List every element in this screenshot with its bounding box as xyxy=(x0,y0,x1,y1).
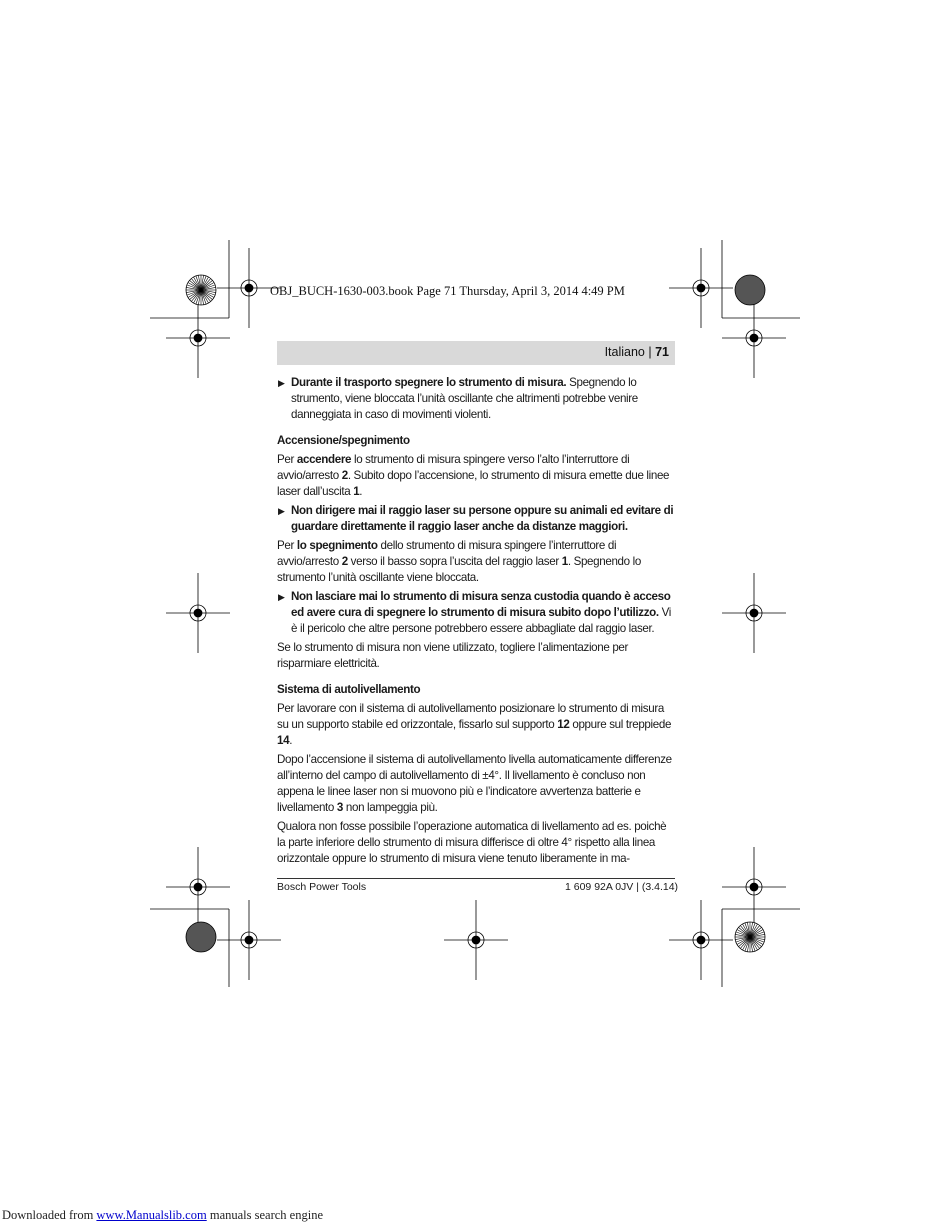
section-heading: Accensione/spegnimento xyxy=(277,434,410,447)
crosshair-target-icon xyxy=(669,248,733,328)
download-notice xyxy=(2,1208,323,1223)
header-label xyxy=(605,345,669,359)
page-header xyxy=(277,341,675,365)
footer-doc-id: 1 609 92A 0JV | (3.4.14) xyxy=(565,881,679,893)
paragraph: Qualora non fosse possibile l’operazione automatica di livellamento ad es. poichè la parte inferiore dello strumento di misura differisce di oltre 4° rispetto alla linea orizzontale oppure lo strumento di misura viene tenuto liberamente in ma- xyxy=(277,820,667,865)
section-heading: Sistema di autolivellamento xyxy=(277,683,421,696)
crosshair-target-icon xyxy=(722,573,786,653)
crosshair-target-icon xyxy=(166,847,230,927)
bullet-triangle-icon: ▶ xyxy=(278,592,285,602)
warning-bold: Non dirigere mai il raggio laser su persone oppure su animali ed evitare di guardare direttamente il raggio laser anche da distanze maggiori. xyxy=(291,504,674,533)
crosshair-target-icon xyxy=(217,900,281,980)
print-info: OBJ_BUCH-1630-003.book Page 71 Thursday, April 3, 2014 4:49 PM xyxy=(270,284,625,298)
sunburst-mark-icon xyxy=(735,922,765,952)
page-content xyxy=(277,375,675,870)
warning-bold: Non lasciare mai lo strumento di misura senza custodia quando è acceso ed avere cura di spegnere lo strumento di misura subito dopo l’utilizzo. xyxy=(291,590,671,619)
manualslib-link[interactable]: www.Manualslib.com xyxy=(96,1208,207,1222)
download-suffix: manuals search engine xyxy=(206,1208,323,1222)
crosshair-target-icon xyxy=(669,900,733,980)
crosshair-target-icon xyxy=(444,900,508,980)
grey-dot-mark-icon xyxy=(186,922,216,952)
paragraph: Per lo spegnimento dello strumento di misura spingere l’interruttore di avvio/arresto 2 verso il basso sopra l’uscita del raggio laser 1. Spegnendo lo strumento l’unità oscillante viene bloccata. xyxy=(277,539,641,584)
sunburst-mark-icon xyxy=(186,275,216,305)
warning-unattended xyxy=(277,589,675,637)
header-language: Italiano xyxy=(604,345,645,359)
warning-bold: Durante il trasporto spegnere lo strumento di misura. xyxy=(291,376,567,389)
page-number: 71 xyxy=(655,345,669,359)
bullet-triangle-icon: ▶ xyxy=(278,506,285,516)
crosshair-target-icon xyxy=(166,298,230,378)
crosshair-target-icon xyxy=(722,298,786,378)
paragraph: Per accendere lo strumento di misura spingere verso l’alto l’interruttore di avvio/arresto 2. Subito dopo l’accensione, lo strumento di misura emette due linee laser dall’uscita 1. xyxy=(277,453,670,498)
paragraph: Se lo strumento di misura non viene utilizzato, togliere l’alimentazione per risparmiare elettricità. xyxy=(277,641,629,670)
warning-transport xyxy=(277,375,675,423)
footer-brand: Bosch Power Tools xyxy=(277,881,367,893)
header-separator: | xyxy=(644,345,656,359)
paragraph: Dopo l’accensione il sistema di autolivellamento livella automaticamente differenze all’interno del campo di autolivellamento di ±4°. Il livellamento è concluso non appena le linee laser non si muovono più e l’indicatore avvertenza batterie e livellamento 3 non lampeggia più. xyxy=(277,753,672,814)
crosshair-target-icon xyxy=(722,847,786,927)
footer-rule xyxy=(277,878,675,879)
warning-text: Spegnendo lo strumento, viene bloccata l’unità oscillante che altrimenti potrebbe venire danneggiata in caso di movimenti violenti. xyxy=(291,376,638,421)
bullet-triangle-icon: ▶ xyxy=(278,378,285,388)
grey-dot-mark-icon xyxy=(735,275,765,305)
warning-laser xyxy=(277,503,675,535)
download-prefix: Downloaded from xyxy=(2,1208,97,1222)
crosshair-target-icon xyxy=(166,573,230,653)
paragraph: Per lavorare con il sistema di autolivellamento posizionare lo strumento di misura su un supporto stabile ed orizzontale, fissarlo sul supporto 12 oppure sul treppiede 14. xyxy=(277,702,672,747)
warning-text: Vi è il pericolo che altre persone potrebbero essere abbagliate dal raggio laser. xyxy=(291,606,672,635)
